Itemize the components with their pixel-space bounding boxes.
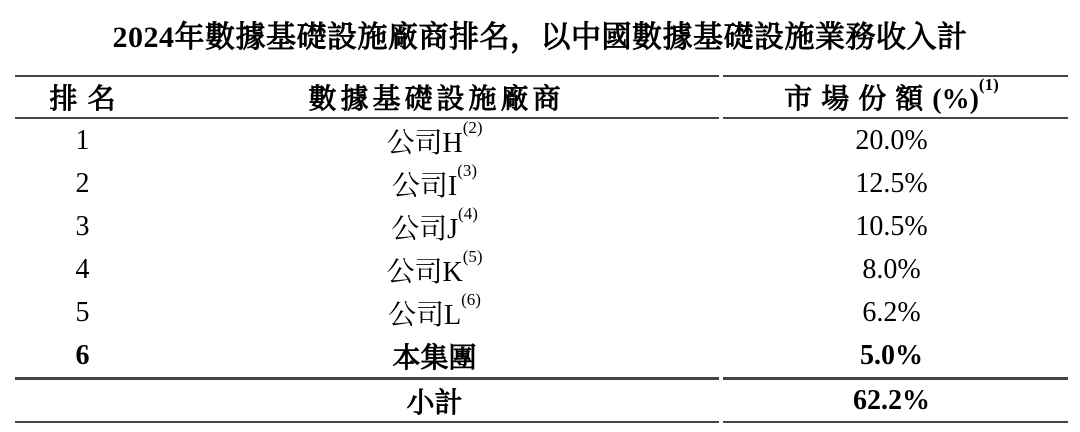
header-vendor bbox=[150, 77, 719, 117]
table-header-row bbox=[15, 74, 1068, 117]
rank-cell: 2 bbox=[75, 167, 90, 199]
share-cell: 12.5% bbox=[855, 167, 928, 199]
company-name: 公司K bbox=[386, 256, 463, 288]
rank-cell: 5 bbox=[75, 296, 90, 328]
table-bottom-rule bbox=[15, 421, 1068, 423]
header-share-percent: (%) bbox=[932, 84, 979, 115]
rank-cell: 4 bbox=[75, 253, 90, 285]
subtotal-row bbox=[15, 380, 1068, 421]
header-share-label: 市場份額 bbox=[784, 84, 933, 115]
ranking-table bbox=[15, 75, 1068, 423]
company-name: 公司J bbox=[391, 213, 459, 245]
rule-segment bbox=[723, 421, 1068, 423]
table-row-group bbox=[15, 334, 1068, 377]
table-row bbox=[15, 119, 1068, 162]
company-name: 公司L bbox=[388, 299, 462, 331]
company-cell bbox=[150, 247, 719, 290]
table-row bbox=[15, 205, 1068, 248]
share-cell: 8.0% bbox=[862, 253, 921, 285]
rank-cell: 3 bbox=[75, 210, 90, 242]
company-cell bbox=[150, 204, 719, 247]
company-cell bbox=[150, 161, 719, 204]
share-cell: 10.5% bbox=[855, 210, 928, 242]
company-name: 公司H bbox=[386, 127, 463, 159]
subtotal-label-cell: 小計 bbox=[406, 387, 463, 419]
company-footnote: (3) bbox=[457, 161, 478, 181]
share-cell: 6.2% bbox=[862, 296, 921, 328]
header-rank-label: 排名 bbox=[49, 84, 126, 115]
header-share-footnote: (1) bbox=[978, 74, 999, 94]
subtotal-share-cell: 62.2% bbox=[853, 384, 930, 416]
company-cell bbox=[150, 118, 719, 161]
company-name: 本集團 bbox=[392, 342, 477, 374]
share-cell: 20.0% bbox=[855, 124, 928, 156]
rule-segment bbox=[723, 117, 1068, 119]
rule-segment bbox=[15, 117, 719, 119]
company-footnote: (4) bbox=[458, 204, 478, 224]
rule-segment bbox=[15, 421, 719, 423]
company-cell bbox=[150, 336, 719, 376]
header-share bbox=[719, 74, 1064, 117]
share-cell: 5.0% bbox=[860, 339, 923, 371]
company-footnote: (2) bbox=[462, 118, 483, 138]
table-title: 2024年數據基礎設施廠商排名，以中國數據基礎設施業務收入計 bbox=[112, 21, 968, 54]
table-row bbox=[15, 291, 1068, 334]
company-footnote: (6) bbox=[461, 290, 481, 310]
company-name: 公司I bbox=[391, 170, 458, 202]
rule-segment bbox=[723, 377, 1068, 380]
table-row bbox=[15, 248, 1068, 291]
header-vendor-label: 數據基礎設施廠商 bbox=[308, 84, 565, 115]
rank-cell: 1 bbox=[75, 124, 90, 156]
company-cell bbox=[150, 290, 719, 333]
header-rank bbox=[15, 77, 150, 117]
header-bottom-rule bbox=[15, 117, 1068, 119]
company-footnote: (5) bbox=[462, 247, 483, 267]
rank-cell: 6 bbox=[75, 339, 90, 371]
table-row bbox=[15, 162, 1068, 205]
